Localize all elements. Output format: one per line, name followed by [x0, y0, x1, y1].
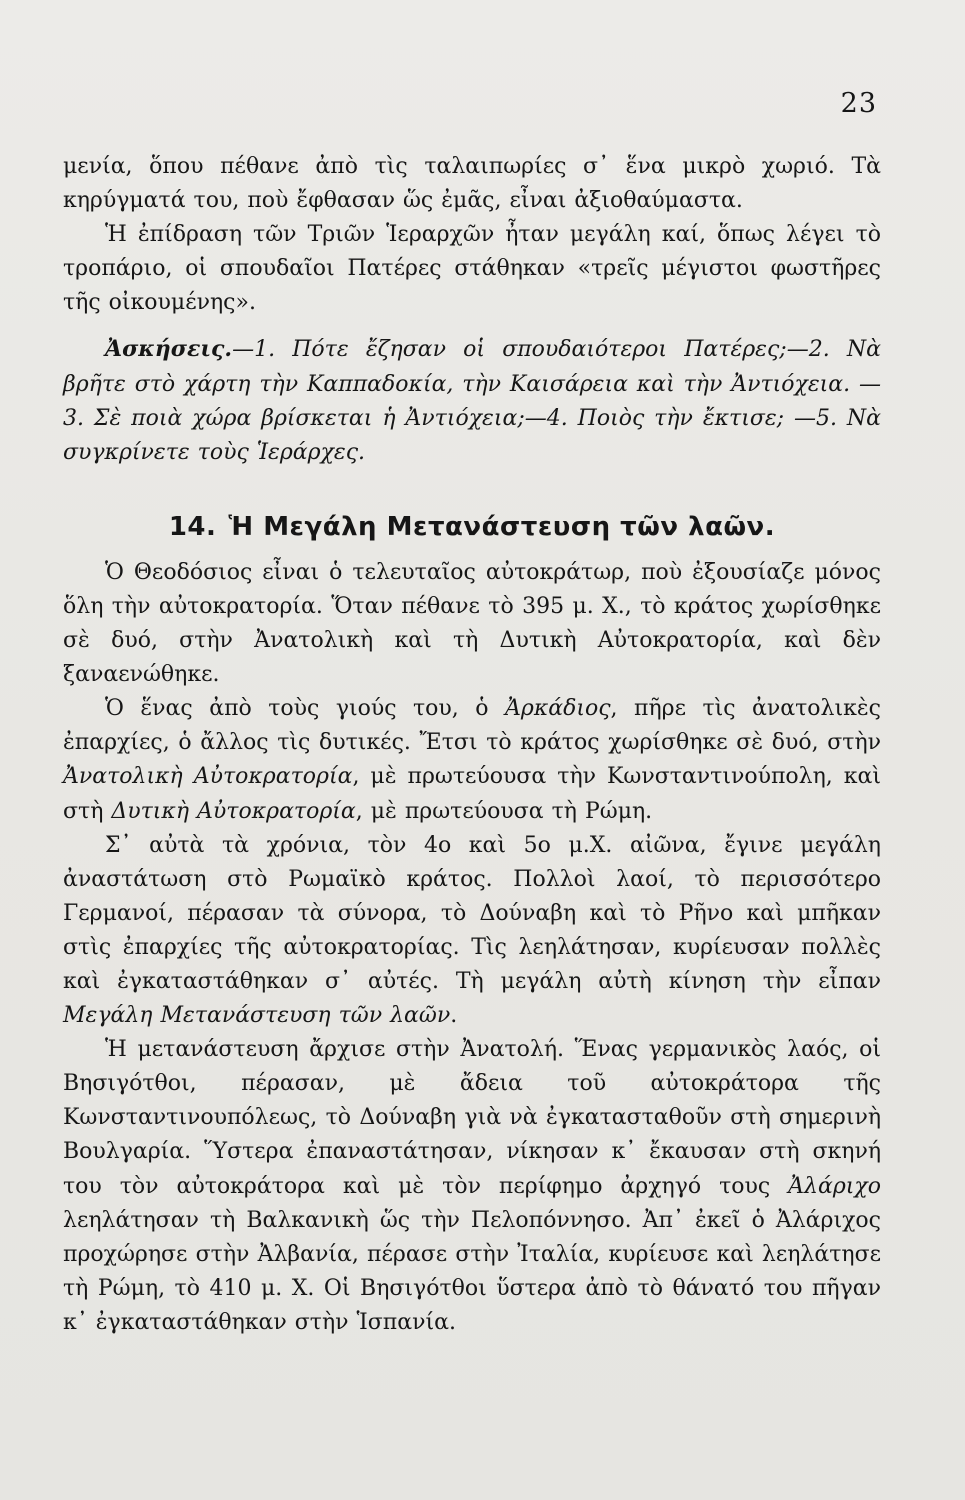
text-run: Ὁ ἕνας ἀπὸ τοὺς γιούς του, ὁ — [105, 696, 505, 722]
page-number: 23 — [840, 88, 877, 119]
text-run: , πῆρε τὶς ἀνατολικὲς ἐπαρχίες, ὁ ἄλλος τὶς δυτικές. Ἔτσι τὸ κράτος χωρίσθηκε σὲ δυό, στὴν — [63, 696, 881, 756]
text-run: λεηλάτησαν τὴ Βαλκανικὴ ὥς τὴν Πελοπόννησο. Ἀπ᾿ ἐκεῖ ὁ Ἀλάριχος προχώρησε στὴν Ἀλβανία, πέρασε στὴν Ἰταλία, κυρίευσε καὶ λεηλάτησε τὴ Ρώμη, τὸ 410 μ. Χ. Οἱ Βησιγότθοι ὕστερα ἀπὸ τὸ θάνατό του πῆγαν κ᾿ ἐγκαταστάθηκαν στὴν Ἱσπανία. — [63, 1207, 881, 1335]
emphasis-arkadios: Ἀρκάδιος — [505, 696, 611, 722]
paragraph-visigoths — [63, 1033, 881, 1340]
section-heading — [63, 512, 881, 542]
exercises-label: Ἀσκήσεις. — [105, 336, 233, 363]
emphasis-alaric: Ἀλάριχο — [788, 1173, 881, 1199]
emphasis-eastern-empire: Ἀνατολικὴ Αὐτοκρατορία — [63, 764, 353, 790]
paragraph-migration — [63, 829, 881, 1034]
text-run: Σ᾿ αὐτὰ τὰ χρόνια, τὸν 4ο καὶ 5ο μ.Χ. αἰῶνα, ἔγινε μεγάλη ἀναστάτωση στὸ Ρωμαϊκὸ κράτος. Πολλοὶ λαοί, τὸ περισσότερο Γερμανοί, πέρασαν τὰ σύνορα, τὸ Δούναβη καὶ τὸ Ρῆνο καὶ μπῆκαν στὶς ἐπαρχίες τῆς αὐτοκρατορίας. Τὶς λεηλάτησαν, κυρίευσαν πολλὲς καὶ ἐγκαταστάθηκαν σ᾿ αὐτές. Τὴ μεγάλη αὐτὴ κίνηση τὴν εἶπαν — [63, 832, 881, 994]
paragraph-continuation: μενία, ὅπου πέθανε ἀπὸ τὶς ταλαιπωρίες σ᾿ ἕνα μικρὸ χωριό. Τὰ κηρύγματά του, ποὺ ἔφθασαν ὥς ἐμᾶς, εἶναι ἀξιοθαύμαστα. — [63, 154, 881, 214]
text-run: , μὲ πρωτεύουσα τὴν Κωνσταντινούπολη, καὶ στὴ — [63, 764, 881, 824]
exercises-text: —1. Πότε ἔζησαν οἱ σπουδαιότεροι Πατέρες;—2. Νὰ βρῆτε στὸ χάρτη τὴν Καππαδοκία, τὴν Καισάρεια καὶ τὴν Ἀντιόχεια. —3. Σὲ ποιὰ χώρα βρίσκεται ἡ Ἀντιόχεια;—4. Ποιὸς τὴν ἔκτισε; —5. Νὰ συγκρίνετε τοὺς Ἱεράρχες. — [63, 337, 881, 465]
page-body — [63, 150, 881, 1340]
text-run: . — [450, 1003, 458, 1029]
section-number: 14. — [168, 511, 217, 542]
paragraph-three-hierarchs: Ἡ ἐπίδραση τῶν Τριῶν Ἱεραρχῶν ἦταν μεγάλη καί, ὅπως λέγει τὸ τροπάριο, οἱ σπουδαῖοι Πατέρες στάθηκαν «τρεῖς μέγιστοι φωστῆρες τῆς οἰκουμένης». — [63, 222, 881, 316]
emphasis-western-empire: Δυτικὴ Αὐτοκρατορία — [111, 798, 356, 824]
text-run: , μὲ πρωτεύουσα τὴ Ρώμη. — [355, 798, 653, 824]
section-title: Ἡ Μεγάλη Μετανάστευση τῶν λαῶν. — [228, 511, 776, 542]
text-run: Ἡ μετανάστευση ἄρχισε στὴν Ἀνατολή. Ἕνας γερμανικὸς λαός, οἱ Βησιγότθοι, πέρασαν, μὲ ἄδεια τοῦ αὐτοκράτορα τῆς Κωνσταντινουπόλεως, τὸ Δούναβη γιὰ νὰ ἐγκατασταθοῦν στὴ σημερινὴ Βουλγαρία. Ὕστερα ἐπαναστάτησαν, νίκησαν κ᾿ ἔκαυσαν στὴ σκηνή του τὸν αὐτοκράτορα καὶ μὲ τὸν περίφημο ἀρχηγό τους — [63, 1037, 881, 1199]
paragraph-arcadius — [63, 692, 881, 828]
paragraph-theodosius: Ὁ Θεοδόσιος εἶναι ὁ τελευταῖος αὐτοκράτωρ, ποὺ ἐξουσίαζε μόνος ὅλη τὴν αὐτοκρατορία. Ὅταν πέθανε τὸ 395 μ. Χ., τὸ κράτος χωρίσθηκε σὲ δυό, στὴν Ἀνατολικὴ καὶ τὴ Δυτικὴ Αὐτοκρατορία, καὶ δὲν ξαναενώθηκε. — [63, 559, 881, 688]
exercises-block — [63, 332, 881, 469]
emphasis-great-migration: Μεγάλη Μετανάστευση τῶν λαῶν — [63, 1003, 451, 1029]
